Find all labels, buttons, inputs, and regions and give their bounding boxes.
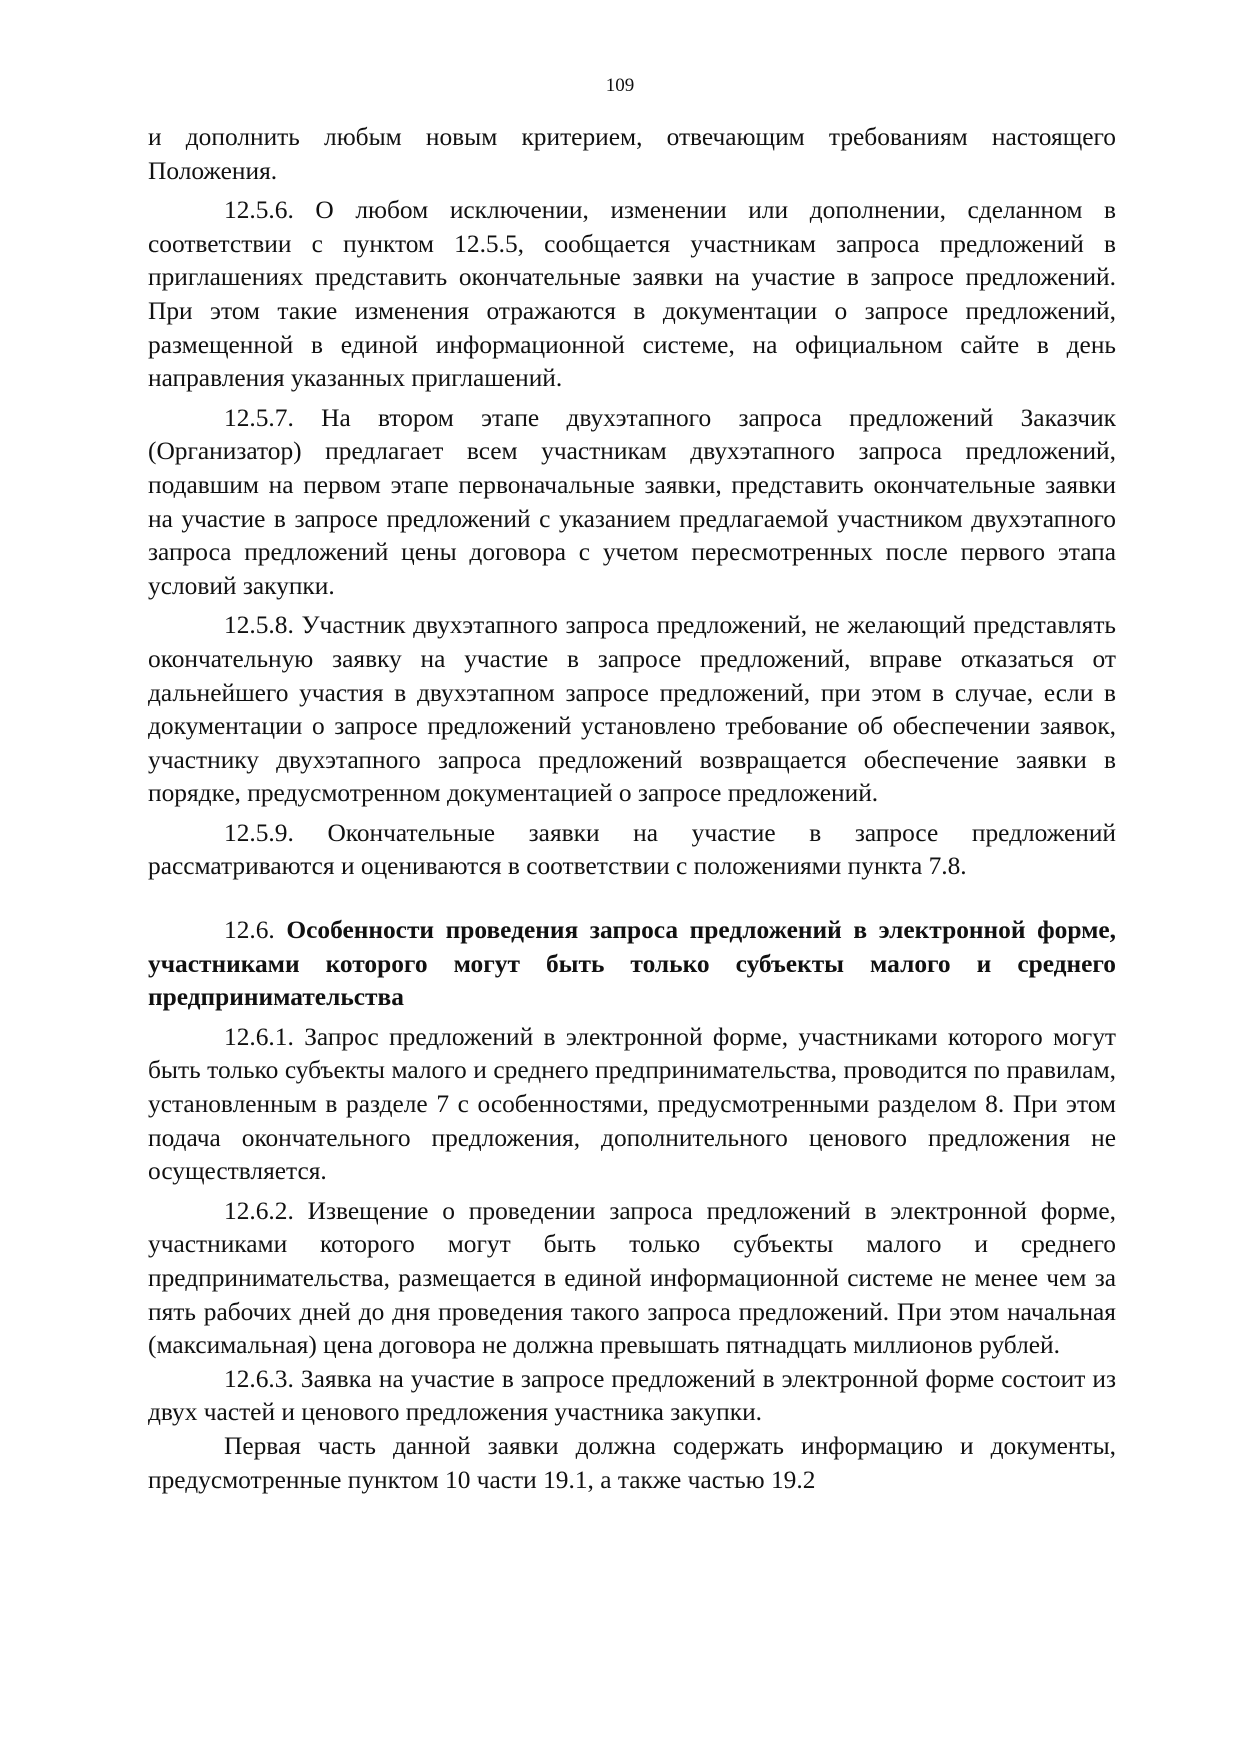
document-body — [148, 121, 1116, 1497]
paragraph-12-5-6: 12.5.6. О любом исключении, изменении или дополнении, сделанном в соответствии с пунктом 12.5.5, сообщается участникам запроса предложений в приглашениях представить окончательные заявки на участие в запросе предложений. При этом такие изменения отражаются в документации о запросе предложений, размещенной в единой информационной системе, на официальном сайте в день направления указанных приглашений. — [148, 196, 1116, 393]
page-number: 109 — [605, 75, 635, 96]
paragraph-12-5-8: 12.5.8. Участник двухэтапного запроса предложений, не желающий представлять окончательную заявку на участие в запросе предложений, вправе отказаться от дальнейшего участия в двухэтапном запросе предложений, при этом в случае, если в документации о запросе предложений установлено требование об обеспечении заявок, участнику двухэтапного запроса предложений возвращается обеспечение заявки в порядке, предусмотренном документацией о запросе предложений. — [148, 611, 1116, 808]
paragraph-continuation: и дополнить любым новым критерием, отвечающим требованиям настоящего Положения. — [148, 123, 1116, 185]
paragraph-12-5-7: 12.5.7. На втором этапе двухэтапного запроса предложений Заказчик (Организатор) предлагает всем участникам двухэтапного запроса предложений, подавшим на первом этапе первоначальные заявки, представить окончательные заявки на участие в запросе предложений с указанием предлагаемой участником двухэтапного запроса предложений цены договора с учетом пересмотренных после первого этапа условий закупки. — [148, 403, 1116, 600]
paragraph-12-6-3: 12.6.3. Заявка на участие в запросе предложений в электронной форме состоит из двух частей и ценового предложения участника закупки. — [148, 1364, 1116, 1427]
paragraph-12-5-9: 12.5.9. Окончательные заявки на участие в запросе предложений рассматриваются и оцениваются в соответствии с положениями пункта 7.8. — [148, 818, 1116, 881]
paragraph-12-6-2: 12.6.2. Извещение о проведении запроса предложений в электронной форме, участниками которого могут быть только субъекты малого и среднего предпринимательства, размещается в единой информационной системе не менее чем за пять рабочих дней до дня проведения такого запроса предложений. При этом начальная (максимальная) цена договора не должна превышать пятнадцать миллионов рублей. — [148, 1196, 1116, 1360]
paragraph-12-6-1: 12.6.1. Запрос предложений в электронной форме, участниками которого могут быть только субъекты малого и среднего предпринимательства, проводится по правилам, установленным в разделе 7 с особенностями, предусмотренными разделом 8. При этом подача окончательного предложения, дополнительного ценового предложения не осуществляется. — [148, 1022, 1116, 1186]
section-title: Особенности проведения запроса предложений в электронной форме, участниками которого могут быть только субъекты малого и среднего предпринимательства — [148, 916, 1116, 1012]
paragraph-first-part: Первая часть данной заявки должна содержать информацию и документы, предусмотренные пунктом 10 части 19.1, а также частью 19.2 — [148, 1431, 1116, 1494]
section-number: 12.6. — [224, 916, 287, 945]
section-heading-12-6 — [148, 914, 1116, 1015]
